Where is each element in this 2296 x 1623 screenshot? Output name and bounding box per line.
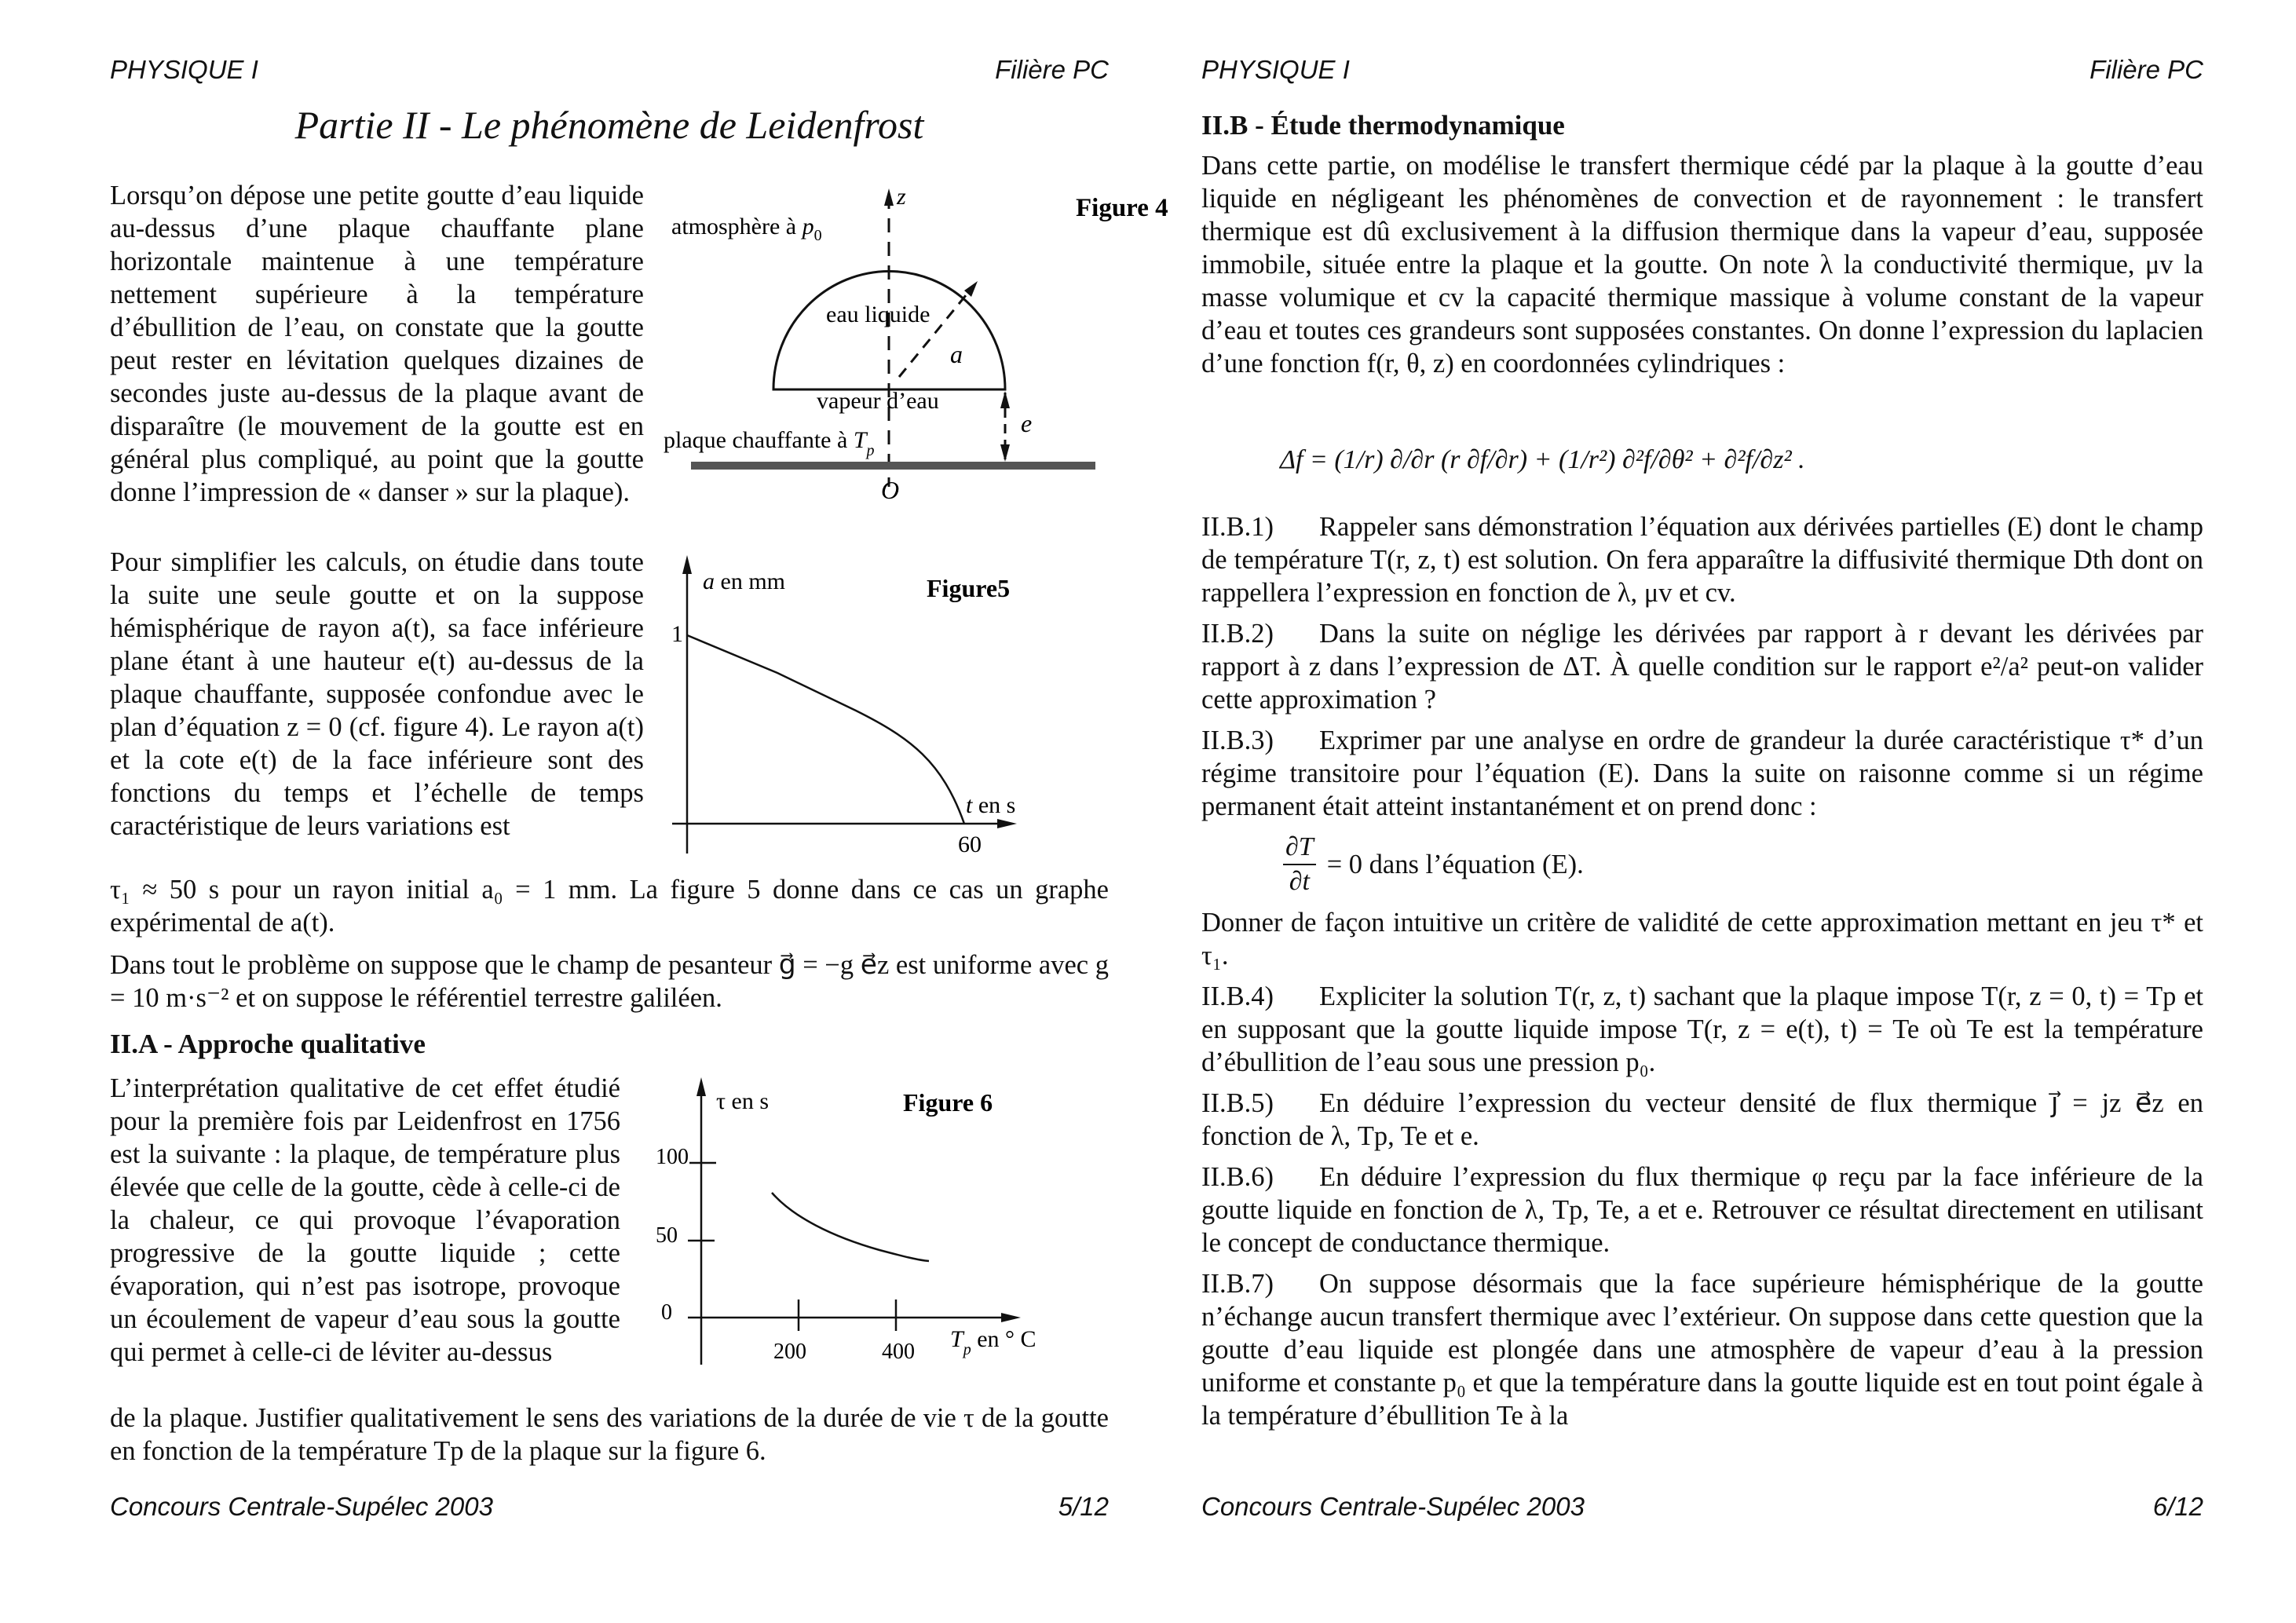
page-header: [1201, 55, 2203, 90]
question-IIB1: II.B.1) Rappeler sans démonstration l’équation aux dérivées partielles (E) dont le champ de température T(r, z, t) est solution. On fera apparaître la diffusivité thermique Dth dont on rappellera l’expression en fonction de λ, μv et cv.: [1201, 512, 2203, 608]
header-subject: PHYSIQUE I: [110, 55, 258, 84]
svg-text:eau liquide: eau liquide: [826, 302, 930, 327]
figure-5-chart: [660, 554, 1225, 868]
svg-text:1: 1: [671, 621, 683, 647]
question-IIB5: II.B.5) En déduire l’expression du vecteur densité de flux thermique j⃗ = jz e⃗z en fonction de λ, Tp, Te et e.: [1201, 1088, 2203, 1151]
question-IIB7: II.B.7) On suppose désormais que la face supérieure hémisphérique de la goutte n’échange aucun transfert thermique avec l’extérieur. On suppose dans cette question que la goutte d’eau liquide est plongée dans une atmosphère de vapeur d’eau à la pression uniforme et constante p₀ et que la température dans la goutte liquide est en tout point égale à la température d’ébullition Te à la: [1201, 1269, 2203, 1431]
section-IIB-heading: II.B - Étude thermodynamique: [1201, 110, 1565, 141]
page-footer: [1201, 1492, 2203, 1526]
laplacian-equation: Δf = (1/r) ∂/∂r (r ∂f/∂r) + (1/r²) ∂²f/∂θ² + ∂²f/∂z² .: [1280, 445, 1805, 474]
question-IIB3: II.B.3) Exprimer par une analyse en ordre de grandeur la durée caractéristique τ* d’un régime transitoire pour l’équation (E). Dans la suite on raisonne comme si un régime permanent était atteint instantanément et on prend donc :: [1201, 726, 2203, 821]
thermo-intro: Dans cette partie, on modélise le transfert thermique cédé par la plaque à la goutte d’eau liquide en négligeant les phénomènes de convection et de rayonnement : le transfert thermique est dû exclusivement à la diffusion thermique dans la vapeur d’eau, supposée immobile, située entre la plaque et la goutte. On note λ la conductivité thermique, μv la masse volumique et cv la capacité thermique massique à volume constant de la vapeur d’eau et toutes ces grandeurs sont supposées constantes. On donne l’expression du laplacien d’une fonction f(r, θ, z) en coordonnées cylindriques :: [1201, 151, 2203, 378]
model-paragraph: Pour simplifier les calculs, on étudie dans toute la suite une seule goutte et on la suppose hémisphérique de rayon a(t), sa face inférieure plane étant à une hauteur e(t) au-dessus de la plaque chauffante, supposée confondue avec le plan d’équation z = 0 (cf. figure 4). Le rayon a(t) et la cote e(t) de la face inférieure sont des fonctions du temps et l’échelle de temps caractéristique de leurs variations est: [110, 547, 644, 841]
svg-text:0: 0: [661, 1300, 672, 1325]
svg-text:Figure5: Figure5: [927, 574, 1011, 602]
gravity-paragraph: Dans tout le problème on suppose que le champ de pesanteur g⃗ = −g e⃗z est uniforme avec g = 10 m·s⁻² et on suppose le référentiel terrestre galiléen.: [110, 950, 1109, 1013]
qualitative-paragraph: L’interprétation qualitative de cet effet étudié pour la première fois par Leidenfrost en 1756 est la suivante : la plaque, de température plus élevée que celle de la goutte, cède à celle-ci de la chaleur, ce qui provoque l’évaporation progressive de la goutte liquide ; cette évaporation, qui n’est pas isotrope, provoque un écoulement de vapeur d’eau sous la goutte qui permet à celle-ci de léviter au-dessus: [110, 1073, 620, 1367]
header-subject: PHYSIQUE I: [1201, 55, 1350, 84]
intro-paragraph: Lorsqu’on dépose une petite goutte d’eau liquide au-dessus d’une plaque chauffante plane horizontale maintenue à une température nettement supérieure à la température d’ébullition de l’eau, on constate que la goutte peut rester en lévitation quelques dizaines de secondes juste au-dessus de la plaque avant de disparaître (le mouvement de la goutte est en général plus compliqué, au point que la goutte donne l’impression de « danser » sur la plaque).: [110, 181, 644, 507]
question-IIB2: II.B.2) Dans la suite on néglige les dérivées par rapport à r devant les dérivées par rapport à z dans l’expression de ΔT. À quelle condition sur le rapport e²/a² peut-on valider cette approximation ?: [1201, 619, 2203, 715]
page-5: [110, 0, 1168, 1623]
svg-text:100: 100: [656, 1145, 689, 1169]
svg-text:τ en s: τ en s: [716, 1088, 770, 1114]
timescale-paragraph: τ₁ ≈ 50 s pour un rayon initial a₀ = 1 mm. La figure 5 donne dans ce cas un graphe expérimental de a(t).: [110, 875, 1109, 938]
part-title: Partie II - Le phénomène de Leidenfrost: [294, 103, 924, 147]
page-footer: [110, 1492, 1109, 1526]
header-track: Filière PC: [2089, 55, 2203, 84]
page-header: [110, 55, 1109, 90]
svg-text:a: a: [950, 340, 963, 368]
question-IIB4: II.B.4) Expliciter la solution T(r, z, t) sachant que la plaque impose T(r, z = 0, t) = Tp et en supposant que la goutte liquide impose T(r, z = e(t), t) = Te où Te est la température d’ébullition de l’eau sous une pression p₀.: [1201, 981, 2203, 1077]
section-IIA-heading: II.A - Approche qualitative: [110, 1029, 426, 1059]
svg-text:400: 400: [882, 1340, 915, 1364]
steady-state-equation: $\frac{\partial T}{\partial t}$ = 0 dans l’équation (E).: [1280, 831, 2203, 898]
svg-text:atmosphère à p0: atmosphère à $p_0$: [671, 214, 822, 244]
svg-text:O: O: [881, 476, 900, 504]
header-track: Filière PC: [995, 55, 1109, 84]
svg-text:t en s: t en s: [966, 792, 1016, 818]
question-list: [1201, 510, 2203, 1440]
svg-text:50: 50: [656, 1223, 678, 1248]
svg-text:vapeur d’eau: vapeur d’eau: [817, 388, 939, 414]
svg-text:60: 60: [958, 832, 982, 857]
svg-text:z: z: [897, 184, 906, 210]
svg-text:Tp en ° C: $T_p$ en ° C: [950, 1326, 1036, 1358]
svg-text:a en mm: a en mm: [703, 568, 785, 594]
svg-text:e: e: [1021, 409, 1033, 437]
footer-contest: Concours Centrale-Supélec 2003: [110, 1492, 493, 1521]
figure-4-diagram: [660, 181, 1225, 510]
page-number: 6/12: [2152, 1492, 2203, 1521]
page-number: 5/12: [1058, 1492, 1109, 1521]
validity-criterion: Donner de façon intuitive un critère de validité de cette approximation mettant en jeu τ* et τ₁.: [1201, 908, 2203, 971]
question-IIB6: II.B.6) En déduire l’expression du flux thermique φ reçu par la face inférieure de la goutte liquide en fonction de λ, Tp, Te, a et e. Retrouver ce résultat directement en utilisant le concept de conductance thermique.: [1201, 1162, 2203, 1258]
svg-text:Figure 6: Figure 6: [903, 1088, 993, 1117]
justify-question: de la plaque. Justifier qualitativement le sens des variations de la durée de vie τ de la goutte en fonction de la température Tp de la plaque sur la figure 6.: [110, 1403, 1109, 1466]
figure-4-title: Figure 4: [1076, 194, 1168, 222]
svg-text:200: 200: [773, 1340, 806, 1364]
svg-text:plaque chauffante à Tp: plaque chauffante à $T_p$: [664, 427, 875, 459]
figure-6-chart: [652, 1076, 1217, 1374]
page-6: [1201, 0, 2203, 1623]
footer-contest: Concours Centrale-Supélec 2003: [1201, 1492, 1585, 1521]
